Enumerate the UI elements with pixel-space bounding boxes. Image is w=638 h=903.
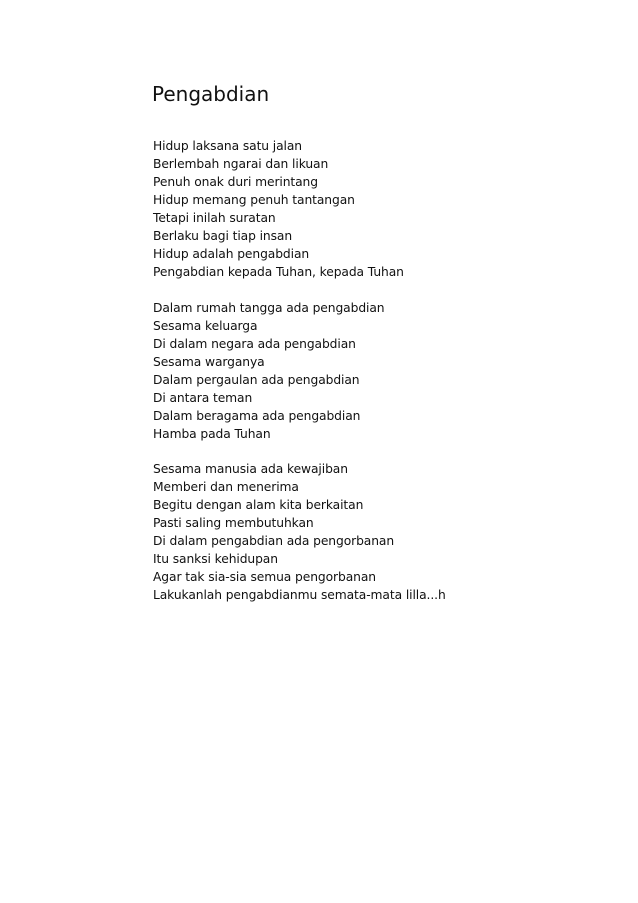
poem-line: Hidup memang penuh tantangan — [153, 193, 355, 207]
poem-line: Di dalam pengabdian ada pengorbanan — [153, 534, 395, 548]
poem-body — [153, 137, 446, 622]
poem-line: Itu sanksi kehidupan — [153, 552, 278, 566]
poem-line: Agar tak sia-sia semua pengorbanan — [153, 570, 376, 584]
poem-line: Hidup laksana satu jalan — [153, 139, 302, 153]
stanza-3 — [153, 460, 446, 604]
poem-line: Pasti saling membutuhkan — [153, 516, 314, 530]
poem-line: Di dalam negara ada pengabdian — [153, 336, 356, 351]
poem-line: Sesama keluarga — [153, 318, 258, 333]
stanza-2 — [153, 299, 446, 443]
poem-line: Lakukanlah pengabdianmu semata-mata lilla...h — [153, 588, 446, 602]
poem-line: Tetapi inilah suratan — [153, 211, 276, 225]
poem-line: Begitu dengan alam kita berkaitan — [153, 498, 364, 512]
poem-line: Berlembah ngarai dan likuan — [153, 157, 329, 171]
poem-line: Pengabdian kepada Tuhan, kepada Tuhan — [153, 265, 404, 279]
poem-line: Penuh onak duri merintang — [153, 175, 318, 189]
poem-line: Sesama warganya — [153, 354, 265, 369]
poem-line: Hidup adalah pengabdian — [153, 247, 310, 261]
poem-line: Dalam pergaulan ada pengabdian — [153, 372, 360, 387]
poem-line: Memberi dan menerima — [153, 480, 299, 494]
poem-line: Sesama manusia ada kewajiban — [153, 462, 348, 476]
poem-line: Di antara teman — [153, 390, 253, 405]
poem-title: Pengabdian — [152, 82, 270, 106]
poem-line: Dalam beragama ada pengabdian — [153, 408, 361, 423]
poem-line: Dalam rumah tangga ada pengabdian — [153, 300, 385, 315]
poem-line: Berlaku bagi tiap insan — [153, 229, 293, 243]
stanza-1 — [153, 137, 446, 281]
poem-line: Hamba pada Tuhan — [153, 426, 271, 441]
